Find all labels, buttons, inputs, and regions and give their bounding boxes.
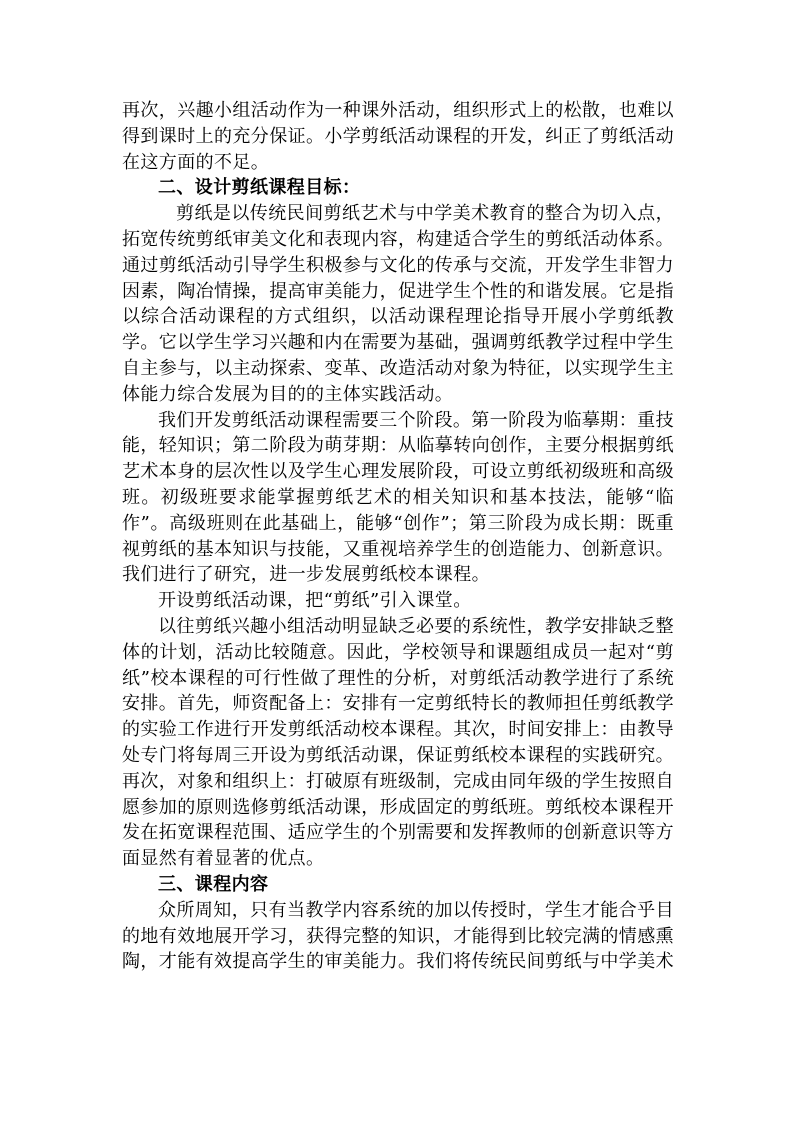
paragraph-course-content: 众所周知，只有当教学内容系统的加以传授时，学生才能合乎目的地有效地展开学习，获得完整的知识，才能得到比较完满的情感熏陶，才能有效提高学生的审美能力。我们将传统民间剪纸与中学美术: [122, 899, 674, 973]
section-heading-course-goals: 二、设计剪纸课程目标：: [158, 177, 361, 199]
paragraph-arrangement: 以往剪纸兴趣小组活动明显缺乏必要的系统性，教学安排缺乏整体的计划，活动比较随意。因此，学校领导和课题组成员一起对“剪纸”校本课程的可行性做了理性的分析，对剪纸活动教学进行了系统安排。首先，师资配备上：安排有一定剪纸特长的教师担任剪纸教学的实验工作进行开发剪纸活动校本课程。其次，时间安排上：由教导处专门将每周三开设为剪纸活动课，保证剪纸校本课程的实践研究。再次，对象和组织上：打破原有班级制，完成由同年级的学生按照自愿参加的原则选修剪纸活动课，形成固定的剪纸班。剪纸校本课程开发在拓宽课程范围、适应学生的个别需要和发挥教师的创新意识等方面显然有着显著的优点。: [122, 615, 674, 870]
paragraph-three-stages: 我们开发剪纸活动课程需要三个阶段。第一阶段为临摹期：重技能，轻知识；第二阶段为萌芽期：从临摹转向创作，主要分根据剪纸艺术本身的层次性以及学生心理发展阶段，可设立剪纸初级班和高级班。初级班要求能掌握剪纸艺术的相关知识和基本技法，能够“临作”。高级班则在此基础上，能够“创作”；第三阶段为成长期：既重视剪纸的基本知识与技能，又重视培养学生的创造能力、创新意识。我们进行了研究，进一步发展剪纸校本课程。: [122, 409, 674, 586]
section-heading-course-content: 三、课程内容: [158, 873, 269, 895]
paragraph-continuation: 再次，兴趣小组活动作为一种课外活动，组织形式上的松散，也难以得到课时上的充分保证。小学剪纸活动课程的开发，纠正了剪纸活动在这方面的不足。: [122, 100, 674, 173]
paragraph-open-class: 开设剪纸活动课，把“剪纸”引入课堂。: [158, 590, 472, 612]
paragraph-course-goals: 剪纸是以传统民间剪纸艺术与中学美术教育的整合为切入点，拓宽传统剪纸审美文化和表现内容，构建适合学生的剪纸活动体系。通过剪纸活动引导学生积极参与文化的传承与交流，开发学生非智力因素，陶冶情操，提高审美能力，促进学生个性的和谐发展。它是指以综合活动课程的方式组织，以活动课程理论指导开展小学剪纸教学。它以学生学习兴趣和内在需要为基础，强调剪纸教学过程中学生自主参与，以主动探索、变革、改造活动对象为特征，以实现学生主体能力综合发展为目的的主体实践活动。: [122, 203, 674, 405]
document-page: [122, 98, 674, 975]
